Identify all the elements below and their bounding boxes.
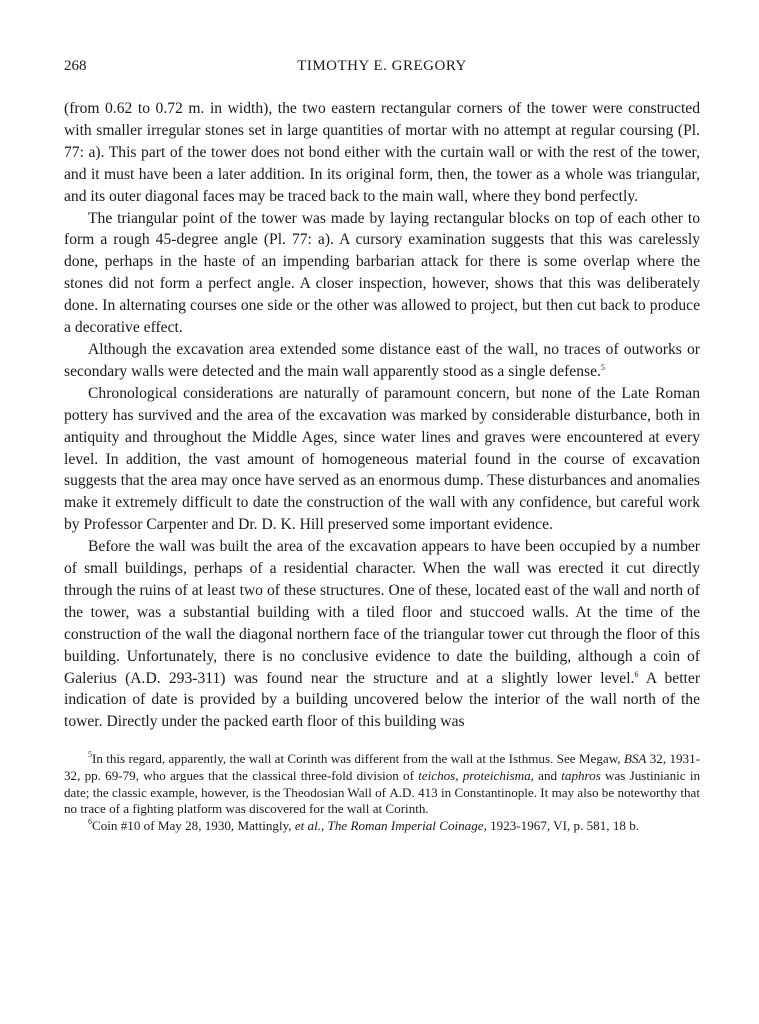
- paragraph-text: Before the wall was built the area of the excavation appears to have been occupied by a number of small buildings, perhaps of a residential character. When the wall was erected it cut directly through the ruins of at least two of these structures. One of these, located east of the wall and north of the tower, was a substantial building with a tiled floor and stuccoed walls. At the time of the construction of the wall the diagonal northern face of the triangular tower cut through the floor of this building. Unfortunately, there is no conclusive evidence to date the building, although a coin of Galerius (: [64, 538, 700, 687]
- footnote-ref: 5: [600, 362, 605, 372]
- body-text: [64, 98, 700, 733]
- footnote-ref: 6: [634, 669, 639, 679]
- footnote-marker: 5: [88, 750, 92, 760]
- page: [64, 58, 700, 835]
- footnote: $^5$In this regard, apparently, the wall at Corinth was different from the wall at the Isthmus. See Megaw, BSA 32, 1931-32, pp. 69-79, who argues that the classical three-fold division of teichos, proteichisma, and taphros was Justinianic in date; the classic example, however, is the Theodosian Wall of A.D. 413 in Constantinople. It may also be noteworthy that no trace of a fighting platform was discovered for the wall at Corinth.: [64, 750, 701, 817]
- paragraph-text: 293-311) was found near the structure and at a slightly lower level.: [160, 669, 635, 687]
- footnote-marker: 6: [88, 817, 92, 827]
- era-abbreviation: A.D.: [130, 669, 161, 687]
- paragraph: The triangular point of the tower was made by laying rectangular blocks on top of each other to form a rough 45-degree angle (Pl. 77: a). A cursory examination suggests that this was carelessly done, perhaps in the haste of an impending barbarian attack for there is some overlap where the stones did not form a perfect angle. A closer inspection, however, shows that this was deliberately done. In alternating courses one side or the other was allowed to project, but then cut back to produce a decorative effect.: [64, 209, 700, 337]
- page-header: [64, 58, 700, 84]
- footnote: $^6$Coin #10 of May 28, 1930, Mattingly, et al., The Roman Imperial Coinage, 1923-1967, VI, p. 581, 18 b.: [88, 817, 640, 834]
- paragraph-text: Although the excavation area extended some distance east of the wall, no traces of outworks or secondary walls were detected and the main wall apparently stood as a single defense.: [64, 340, 700, 380]
- paragraph: Chronological considerations are naturally of paramount concern, but none of the Late Roman pottery has survived and the area of the excavation was marked by considerable disturbance, both in antiquity and throughout the Middle Ages, since water lines and graves were encountered at every level. In addition, the vast amount of homogeneous material found in the course of excavation suggests that the area may once have served as an enormous dump. These disturbances and anomalies make it extremely difficult to date the construction of the wall with any confidence, but careful work by Professor Carpenter and Dr. D. K. Hill preserved some important evidence.: [64, 384, 700, 534]
- paragraph: [64, 536, 700, 733]
- paragraph: (from 0.62 to 0.72 m. in width), the two eastern rectangular corners of the tower were constructed with smaller irregular stones set in large quantities of mortar with no attempt at regular coursing (Pl. 77: a). This part of the tower does not bond either with the curtain wall or with the rest of the tower, and it must have been a later addition. In its original form, then, the tower as a whole was triangular, and its outer diagonal faces may be traced back to the main wall, where they bond perfectly.: [64, 100, 700, 205]
- paragraph: [64, 339, 700, 383]
- page-number: 268: [64, 58, 87, 74]
- footnotes: [64, 751, 700, 835]
- paragraph-text: A better indication of date is provided by a building uncovered below the interior of the wall north of the tower. Directly under the packed earth floor of this building was: [64, 669, 701, 731]
- running-head: TIMOTHY E. GREGORY: [297, 58, 467, 74]
